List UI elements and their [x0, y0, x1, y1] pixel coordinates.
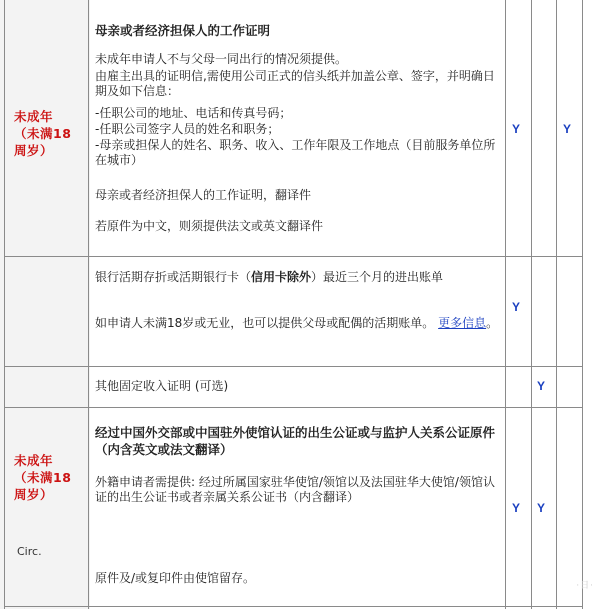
bank-statement-note-end: 。 [486, 316, 499, 330]
bank-statement-part-a: 银行活期存折或活期银行卡（ [95, 270, 252, 284]
employment-proof-chinese-note: 若原件为中文，则须提供法文或英文翻译件 [95, 219, 324, 233]
bank-statement-part-c: ）最近三个月的进出账单 [311, 270, 444, 284]
bank-statement-note-text: 如申请人未满18岁或无业，也可以提供父母或配偶的活期账单。 [95, 316, 435, 330]
watermark: ·日· [576, 581, 594, 591]
grid-v0 [4, 0, 5, 609]
grid-v4 [556, 0, 557, 609]
category-label-minor-2: 未成年（未满18周岁） [14, 453, 72, 502]
row4-mark-col2: Y [537, 501, 546, 515]
grid-v3 [531, 0, 532, 609]
employment-proof-line-4: -任职公司签字人员的姓名和职务； [95, 122, 280, 136]
grid-h1 [4, 256, 582, 257]
grid-h3 [4, 407, 582, 408]
birth-certificate-foreign-note: 外籍申请者需提供: 经过所属国家驻华使馆/领馆以及法国驻华大使馆/领馆认证的出生公证书或者亲属关系公证书（内含翻译） [95, 475, 495, 504]
birth-certificate-retention-note: 原件及/或复印件由使馆留存。 [95, 571, 256, 585]
bank-statement-text [95, 270, 500, 285]
row2-mark-col1: Y [512, 300, 521, 314]
bank-statement-exclusion: 信用卡除外 [251, 270, 312, 284]
category-label-minor: 未成年（未满18周岁） [14, 109, 72, 158]
row1-mark-col1: Y [512, 122, 521, 136]
employment-proof-title: 母亲或者经济担保人的工作证明 [95, 23, 271, 38]
row-shade-3 [0, 366, 90, 408]
other-income-proof: 其他固定收入证明 (可选) [95, 379, 229, 393]
employment-proof-line-3: -任职公司的地址、电话和传真号码； [95, 106, 292, 120]
employment-proof-line-5: -母亲或担保人的姓名、职务、收入、工作年限及工作地点（目前服务单位所在城市） [95, 138, 496, 167]
birth-certificate-title: 经过中国外交部或中国驻外使馆认证的出生公证或与监护人关系公证原件 （内含英文或法文翻译） [95, 425, 496, 457]
row4-mark-col1: Y [512, 501, 521, 515]
row-shade-4 [0, 408, 90, 609]
bank-statement-note [95, 316, 500, 331]
grid-h2 [4, 366, 582, 367]
row1-mark-col3: Y [563, 122, 572, 136]
employment-proof-line-1: 未成年申请人不与父母一同出行的情况须提供。 [95, 52, 348, 66]
grid-v1 [88, 0, 89, 609]
employment-proof-line-2: 由雇主出具的证明信,需使用公司正式的信头纸并加盖公章、签字，并明确日期及如下信息： [95, 69, 495, 98]
grid-v2 [505, 0, 506, 609]
circ-label: Circ. [17, 545, 42, 558]
employment-proof-translation: 母亲或者经济担保人的工作证明，翻译件 [95, 188, 312, 202]
grid-h4 [4, 606, 582, 607]
row-shade-2 [0, 256, 90, 366]
grid-v5 [582, 0, 583, 609]
row3-mark-col2: Y [537, 379, 546, 393]
more-info-link[interactable]: 更多信息 [438, 316, 487, 330]
